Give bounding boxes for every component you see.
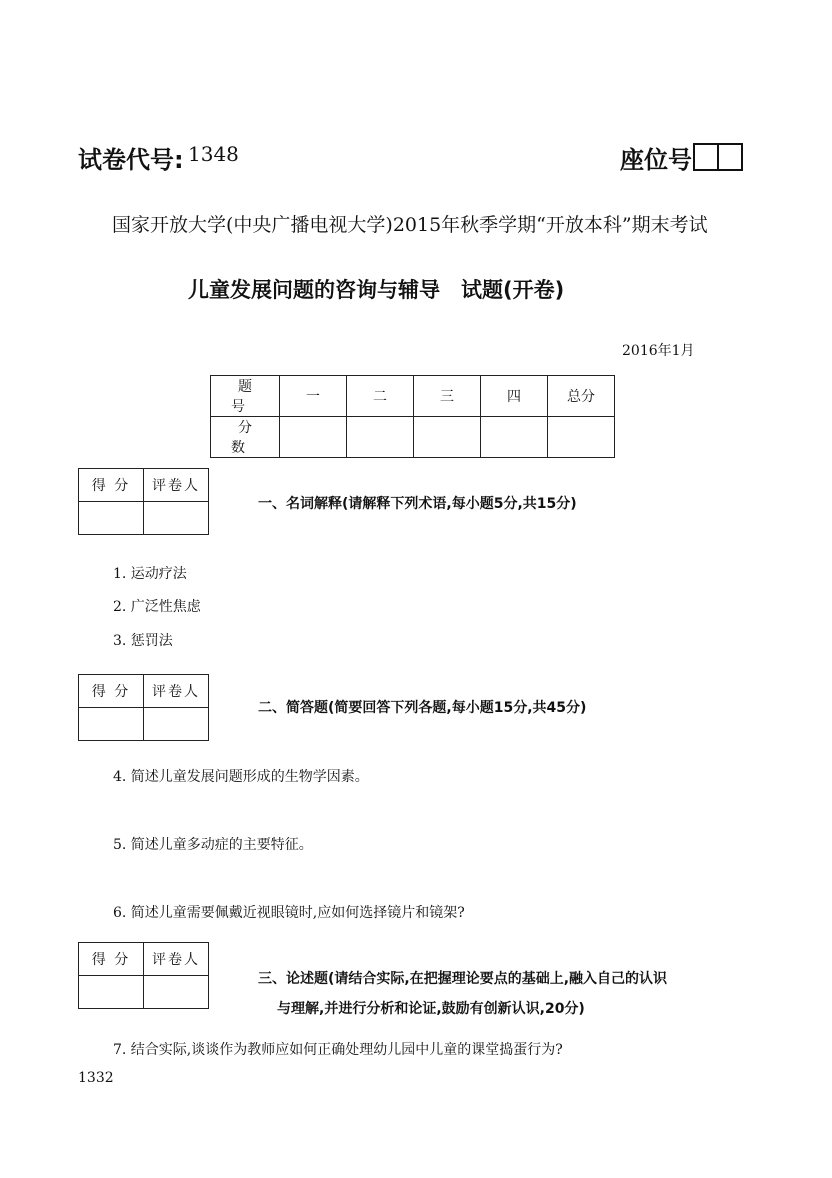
grader-box xyxy=(78,942,209,1009)
question: 2. 广泛性焦虑 xyxy=(113,599,201,615)
row-label: 分数 xyxy=(211,417,280,458)
column-header: 四 xyxy=(481,376,548,417)
score-table-header-row xyxy=(211,376,615,417)
score-label: 得 分 xyxy=(79,943,144,976)
score-label: 得 分 xyxy=(79,675,144,708)
column-header: 三 xyxy=(414,376,481,417)
score-cell xyxy=(481,417,548,458)
grader-box xyxy=(78,674,209,741)
grader-cell xyxy=(144,976,209,1009)
score-cell xyxy=(79,502,144,535)
column-header: 一 xyxy=(280,376,347,417)
exam-title: 国家开放大学(中央广播电视大学)2015年秋季学期“开放本科”期末考试 xyxy=(112,214,708,236)
grader-cell xyxy=(144,708,209,741)
score-cell xyxy=(79,976,144,1009)
seat-number-box xyxy=(693,143,719,171)
section-heading: 二、简答题(简要回答下列各题,每小题15分,共45分) xyxy=(258,700,587,716)
row-label: 题号 xyxy=(211,376,280,417)
seat-number-box xyxy=(717,143,743,171)
question: 1. 运动疗法 xyxy=(113,566,187,582)
course-title: 儿童发展问题的咨询与辅导 试题(开卷) xyxy=(188,278,565,302)
section-heading: 一、名词解释(请解释下列术语,每小题5分,共15分) xyxy=(258,496,577,512)
grader-label: 评卷人 xyxy=(144,943,209,976)
exam-date: 2016年1月 xyxy=(622,343,695,359)
question: 6. 简述儿童需要佩戴近视眼镜时,应如何选择镜片和镜架? xyxy=(113,905,465,921)
score-cell xyxy=(414,417,481,458)
grader-label: 评卷人 xyxy=(144,469,209,502)
question: 5. 简述儿童多动症的主要特征。 xyxy=(113,837,313,853)
question: 4. 简述儿童发展问题形成的生物学因素。 xyxy=(113,769,369,785)
section-heading: 三、论述题(请结合实际,在把握理论要点的基础上,融入自己的认识 xyxy=(258,971,668,987)
paper-code-label: 试卷代号: xyxy=(78,146,184,174)
question: 7. 结合实际,谈谈作为教师应如何正确处理幼儿园中儿童的课堂捣蛋行为? xyxy=(113,1042,563,1058)
seat-number-label: 座位号 xyxy=(620,146,692,174)
score-table-score-row xyxy=(211,417,615,458)
section-heading-continued: 与理解,并进行分析和论证,鼓励有创新认识,20分) xyxy=(277,1001,585,1017)
column-header: 总分 xyxy=(548,376,615,417)
page-number: 1332 xyxy=(78,1070,114,1086)
grader-box xyxy=(78,468,209,535)
score-table xyxy=(210,375,615,458)
score-label: 得 分 xyxy=(79,469,144,502)
question: 3. 惩罚法 xyxy=(113,633,173,649)
paper-code: 1348 xyxy=(188,142,239,166)
column-header: 二 xyxy=(347,376,414,417)
grader-cell xyxy=(144,502,209,535)
score-cell xyxy=(347,417,414,458)
score-cell xyxy=(548,417,615,458)
score-cell xyxy=(280,417,347,458)
score-cell xyxy=(79,708,144,741)
grader-label: 评卷人 xyxy=(144,675,209,708)
